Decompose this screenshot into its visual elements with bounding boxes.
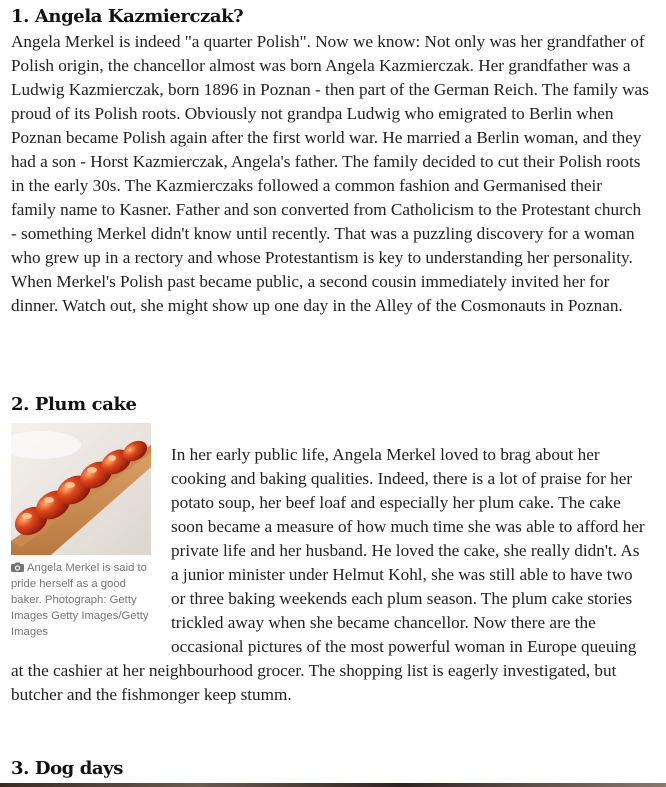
section-body-plum-cake: In her early public life, Angela Merkel loved to brag about her cooking and baking qualities. Indeed, there is a lot of praise for her potato soup, her beef loaf and especially her plum cake. The cake soon became a measure of how much time she was able to afford her private life and her husband. He loved the cake, she really didn't. As a junior minister under Helmut Kohl, she was still able to have two or three baking weekends each plum season. The plum cake stories trickled away when she became chancellor. Now there are the occasional pictures of the most powerful woman in Europe queuing at the cashier at her neighbourhood grocer. The shopping list is eagerly investigated, but butcher and the fishmonger keep stumm. — [11, 445, 645, 704]
plum-cake-figure — [11, 423, 151, 640]
section-heading-angela-kazmierczak: 1. Angela Kazmierczak? — [11, 6, 244, 27]
next-image-edge — [0, 783, 666, 787]
plum-cake-photo[interactable] — [11, 423, 151, 555]
section-plum-cake — [11, 443, 651, 707]
section-heading-plum-cake: 2. Plum cake — [11, 394, 137, 415]
section-body-angela-kazmierczak: Angela Merkel is indeed "a quarter Polish". Now we know: Not only was her grandfather of Polish origin, the chancellor almost was born Angela Kazmierczak. Her grandfather was a Ludwig Kazmierczak, born 1896 in Poznan - then part of the German Reich. The family was proud of its Polish roots. Obviously not grandpa Ludwig who emigrated to Berlin when Poznan became Polish again after the first world war. He married a Berlin woman, and they had a son - Horst Kazmierczak, Angela's father. The family decided to cut their Polish roots in the early 30s. The Kazmierczaks followed a common fashion and Germanised their family name to Kasner. Father and son converted from Catholicism to the Protestant church - something Merkel didn't know until recently. That was a puzzling discovery for a woman who grew up in a rectory and whose Protestantism is key to understanding her personality. When Merkel's Polish past became public, a second cousin immediately invited her for dinner. Watch out, she might show up one day in the Alley of the Cosmonauts in Poznan. — [11, 32, 649, 315]
plum-cake-caption — [11, 560, 151, 640]
section-heading-dog-days: 3. Dog days — [11, 758, 123, 779]
plum-cake-caption-text: Angela Merkel is said to pride herself as a good baker. Photograph: Getty Images Getty Images/Getty Images — [11, 562, 149, 638]
camera-icon — [11, 562, 24, 572]
